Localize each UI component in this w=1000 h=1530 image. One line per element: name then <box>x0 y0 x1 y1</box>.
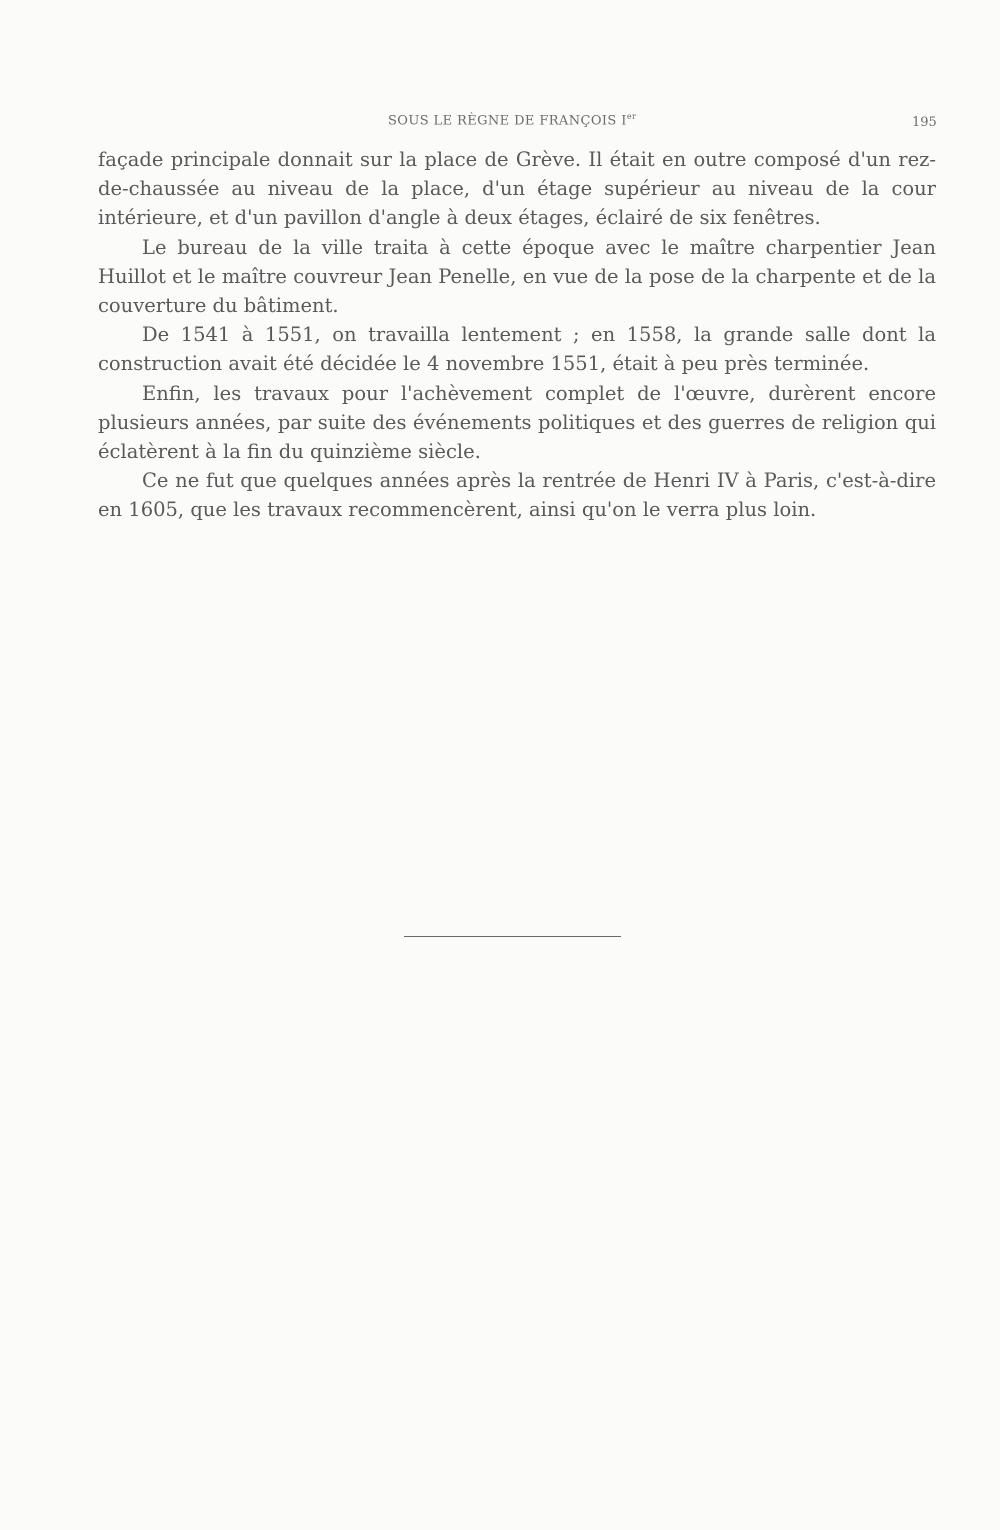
page-number: 195 <box>912 115 937 130</box>
running-title <box>388 112 636 128</box>
paragraph-5: Ce ne fut que quelques années après la rentrée de Henri IV à Paris, c'est-à-dire en 1605, que les travaux recommencèrent, ainsi qu'on le verra plus loin. <box>98 469 936 522</box>
body-text <box>98 145 936 525</box>
running-title-superscript: er <box>626 112 637 121</box>
paragraph-1: façade principale donnait sur la place de Grève. Il était en outre composé d'un rez-de-chaussée au niveau de la place, d'un étage supérieur au niveau de la cour intérieure, et d'un pavillon d'angle à deux étages, éclairé de six fenêtres. <box>98 148 936 230</box>
paragraph-3: De 1541 à 1551, on travailla lentement ; en 1558, la grande salle dont la construction avait été décidée le 4 novembre 1551, était à peu près terminée. <box>98 323 936 376</box>
paragraph-4: Enfin, les travaux pour l'achèvement complet de l'œuvre, durèrent encore plusieurs années, par suite des événements politiques et des guerres de religion qui éclatèrent à la fin du quinzième siècle. <box>98 381 936 464</box>
paragraph-2: Le bureau de la ville traita à cette époque avec le maître charpentier Jean Huillot et le maître couvreur Jean Penelle, en vue de la pose de la charpente et de la couverture du bâtiment. <box>98 235 936 318</box>
running-head <box>0 112 1000 136</box>
running-title-text: SOUS LE RÈGNE DE FRANÇOIS I <box>388 113 627 129</box>
section-end-rule <box>404 936 621 937</box>
